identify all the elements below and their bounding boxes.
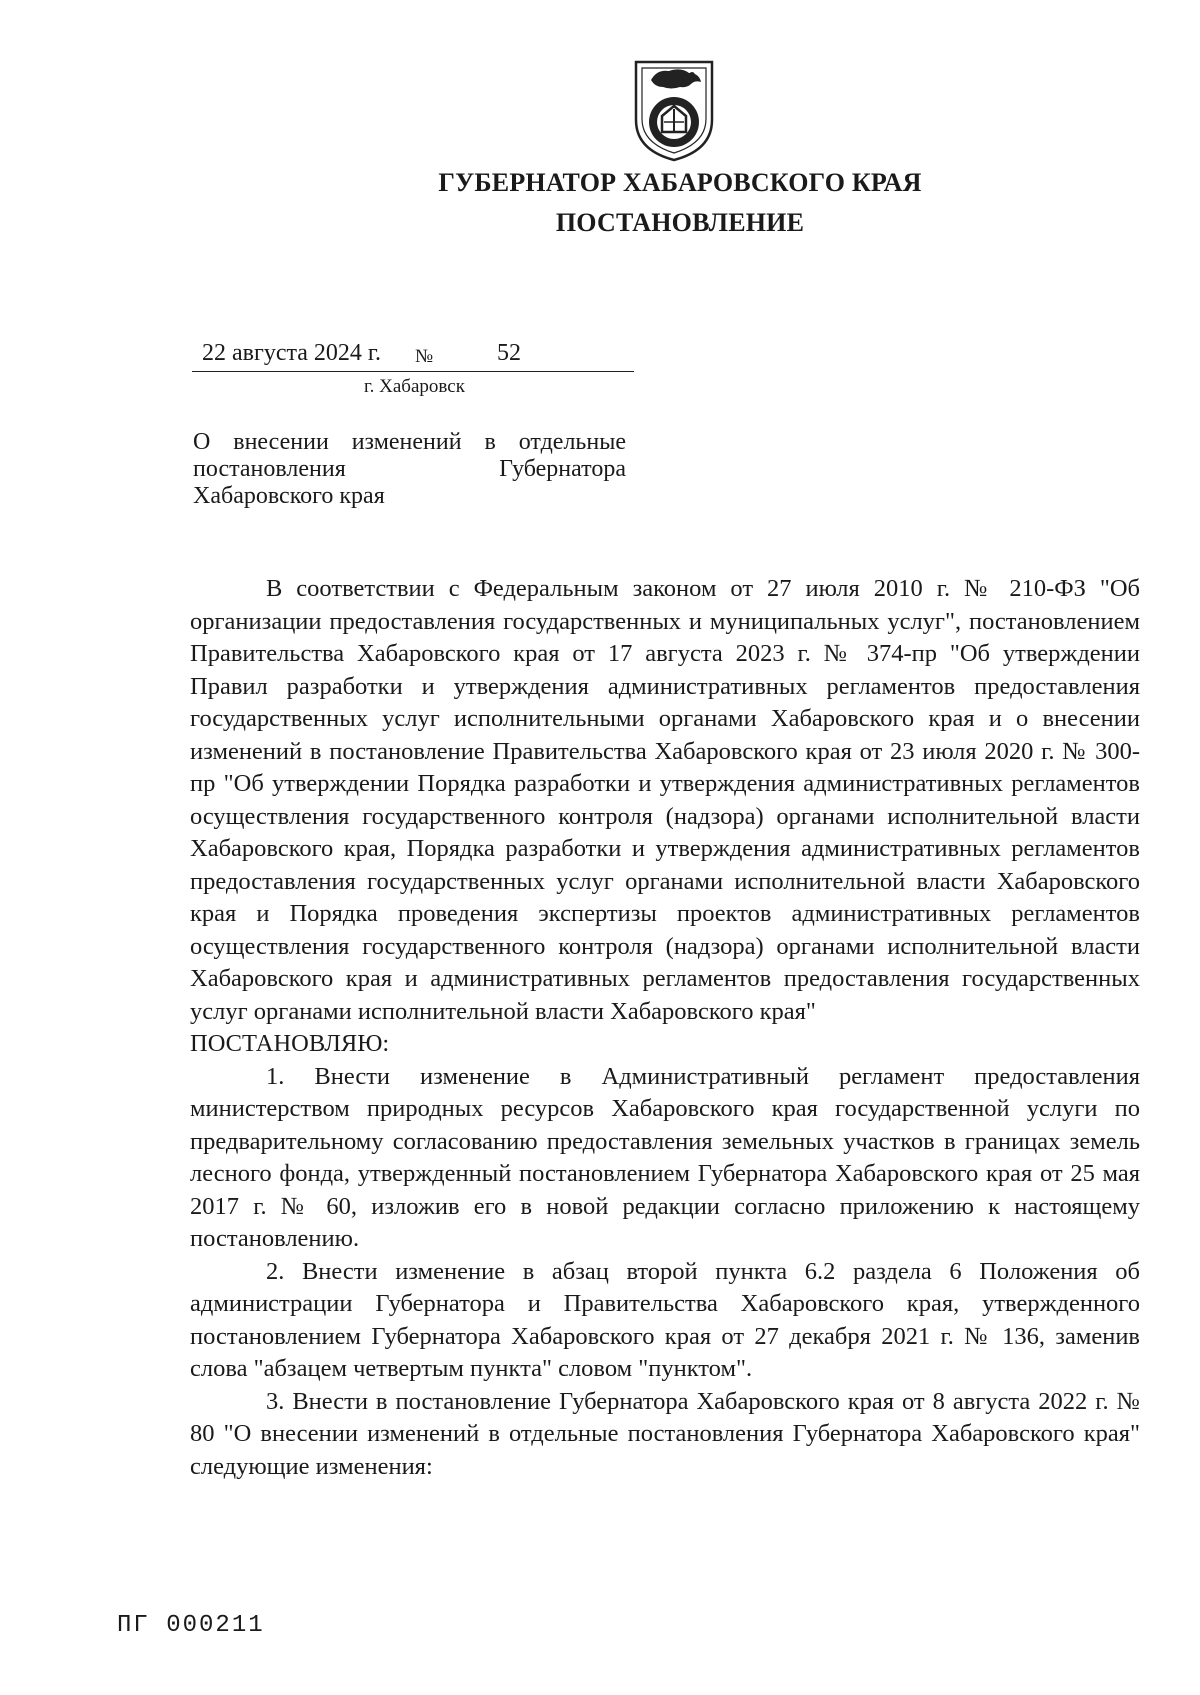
subject-line: постановления Губернатора	[193, 456, 626, 482]
authority-title: ГУБЕРНАТОР ХАБАРОВСКОГО КРАЯ	[438, 168, 922, 197]
document-number: 52	[497, 340, 521, 366]
subject-line: О внесении изменений в отдельные	[193, 429, 626, 455]
date-underline	[192, 371, 634, 372]
form-code: ПГ 000211	[117, 1612, 265, 1639]
number-sign: №	[415, 346, 434, 367]
document-body	[190, 573, 1140, 1483]
decree-item: 2. Внести изменение в абзац второй пункта 6.2 раздела 6 Положения об администрации Губернатора и Правительства Хабаровского края, утвержденного постановлением Губернатора Хабаровского края от 27 декабря 2021 г. № 136, заменив слова "абзацем четвертым пункта" словом "пунктом".	[190, 1257, 1140, 1382]
document-place: г. Хабаровск	[364, 376, 465, 397]
preamble-paragraph: В соответствии с Федеральным законом от 27 июля 2010 г. № 210-ФЗ "Об организации предоставления государственных и муниципальных услуг", постановлением Правительства Хабаровского края от 17 августа 2023 г. № 374-пр "Об утверждении Правил разработки и утверждения административных регламентов предоставления государственных услуг исполнительными органами Хабаровского края и о внесении изменений в постановление Правительства Хабаровского края от 23 июля 2020 г. № 300-пр "Об утверждении Порядка разработки и утверждения административных регламентов осуществления государственного контроля (надзора) органами исполнительной власти Хабаровского края, Порядка разработки и утверждения административных регламентов предоставления государственных услуг органами исполнительной власти Хабаровского края и Порядка проведения экспертизы проектов административных регламентов осуществления государственного контроля (надзора) органами исполнительной власти Хабаровского края и административных регламентов предоставления государственных услуг органами исполнительной власти Хабаровского края"	[190, 575, 1140, 1025]
document-type-title: ПОСТАНОВЛЕНИЕ	[555, 208, 805, 237]
coat-of-arms-icon	[631, 58, 717, 162]
decree-word: ПОСТАНОВЛЯЮ:	[190, 1030, 390, 1057]
decree-item: 3. Внести в постановление Губернатора Хабаровского края от 8 августа 2022 г. № 80 "О внесении изменений в отдельные постановления Губернатора Хабаровского края" следующие изменения:	[190, 1387, 1140, 1480]
decree-item: 1. Внести изменение в Административный регламент предоставления министерством природных ресурсов Хабаровского края государственной услуги по предварительному согласованию предоставления земельных участков в границах земель лесного фонда, утвержденный постановлением Губернатора Хабаровского края от 25 мая 2017 г. № 60, изложив его в новой редакции согласно приложению к настоящему постановлению.	[190, 1062, 1140, 1252]
document-date: 22 августа 2024 г.	[202, 340, 382, 366]
date-number-block	[202, 340, 634, 400]
subject-line: Хабаровского края	[193, 483, 385, 509]
